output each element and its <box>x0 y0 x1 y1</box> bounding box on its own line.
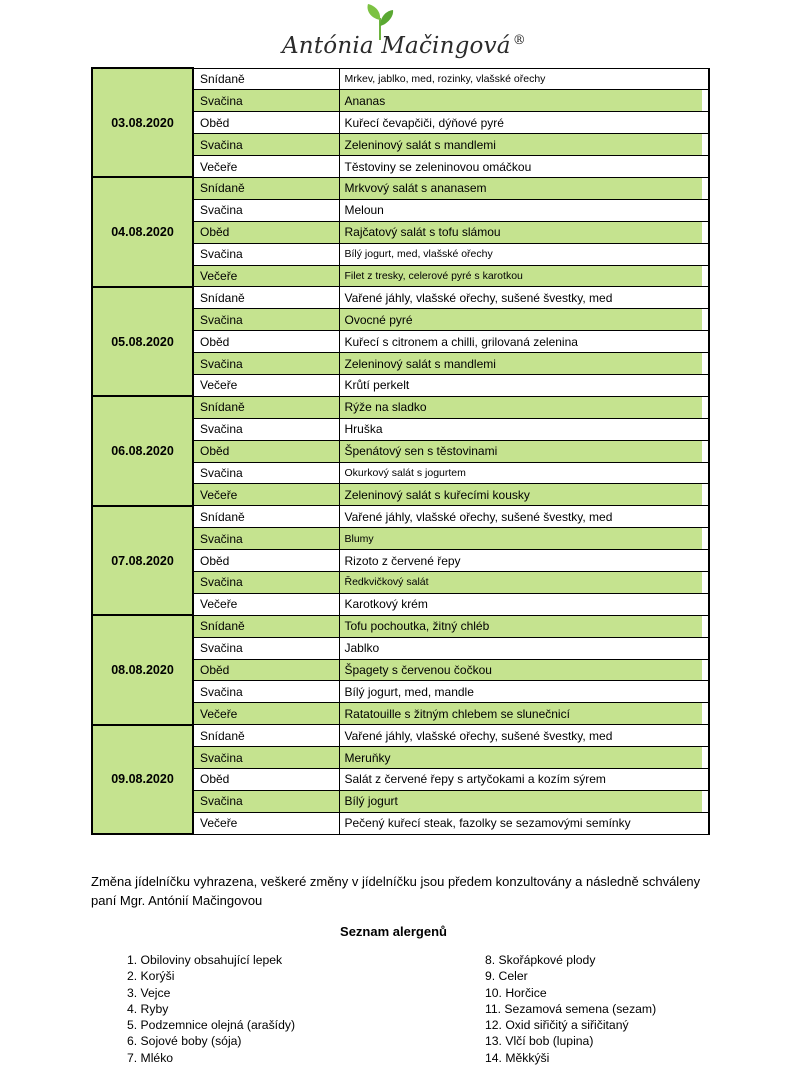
meal-food: Ananas <box>339 90 709 112</box>
table-row <box>92 615 709 637</box>
header <box>0 0 787 68</box>
meal-name: Oběd <box>193 659 339 681</box>
allergen-item: 8. Skořápkové plody <box>485 953 596 967</box>
meal-name: Svačina <box>193 134 339 156</box>
meal-name: Svačina <box>193 681 339 703</box>
meal-food: Špagety s červenou čočkou <box>339 659 709 681</box>
meal-name: Svačina <box>193 637 339 659</box>
meal-food: Mrkvový salát s ananasem <box>339 177 709 199</box>
meal-food: Okurkový salát s jogurtem <box>339 462 709 484</box>
day-date: 04.08.2020 <box>92 177 193 286</box>
allergen-list-right <box>485 952 656 1066</box>
allergen-item: 1. Obiloviny obsahující lepek <box>127 953 283 967</box>
meal-name: Svačina <box>193 90 339 112</box>
meal-food: Těstoviny se zeleninovou omáčkou <box>339 156 709 178</box>
allergen-item: 10. Horčice <box>485 985 547 1000</box>
meal-food: Bílý jogurt, med, vlašské ořechy <box>339 243 709 265</box>
day-date: 03.08.2020 <box>92 68 193 177</box>
meal-name: Večeře <box>193 374 339 396</box>
meal-name: Svačina <box>193 243 339 265</box>
table-row <box>92 287 709 309</box>
meal-food: Karotkový krém <box>339 593 709 615</box>
allergen-item: 14. Měkkýši <box>485 1050 550 1065</box>
meal-food: Kuřecí čevapčiči, dýňové pyré <box>339 112 709 134</box>
meal-name: Svačina <box>193 353 339 375</box>
meal-food: Zeleninový salát s mandlemi <box>339 134 709 156</box>
meal-food: Tofu pochoutka, žitný chléb <box>339 615 709 637</box>
day-date: 09.08.2020 <box>92 725 193 834</box>
meal-food: Ratatouille s žitným chlebem se slunečnicí <box>339 703 709 725</box>
meal-food: Vařené jáhly, vlašské ořechy, sušené švestky, med <box>339 506 709 528</box>
allergen-item: 13. Vlčí bob (lupina) <box>485 1034 594 1049</box>
meal-name: Snídaně <box>193 615 339 637</box>
meal-name: Svačina <box>193 418 339 440</box>
day-date: 05.08.2020 <box>92 287 193 396</box>
meal-food: Jablko <box>339 637 709 659</box>
meal-food: Salát z červené řepy s artyčokami a kozím sýrem <box>339 769 709 791</box>
meal-food: Bílý jogurt <box>339 790 709 812</box>
meal-name: Svačina <box>193 790 339 812</box>
meal-name: Svačina <box>193 309 339 331</box>
meal-food: Blumy <box>339 528 709 550</box>
meal-name: Snídaně <box>193 287 339 309</box>
meal-name: Svačina <box>193 462 339 484</box>
meal-name: Snídaně <box>193 725 339 747</box>
allergen-item: 9. Celer <box>485 969 528 984</box>
meal-name: Svačina <box>193 571 339 593</box>
meal-food: Špenátový sen s těstovinami <box>339 440 709 462</box>
allergen-item: 4. Ryby <box>127 1001 169 1016</box>
meal-name: Oběd <box>193 550 339 572</box>
table-row <box>92 396 709 418</box>
meal-food: Krůtí perkelt <box>339 374 709 396</box>
meal-food: Meruňky <box>339 747 709 769</box>
meal-food: Zeleninový salát s mandlemi <box>339 353 709 375</box>
meal-food: Kuřecí s citronem a chilli, grilovaná zelenina <box>339 331 709 353</box>
meal-name: Snídaně <box>193 177 339 199</box>
allergen-item: 7. Mléko <box>127 1050 174 1065</box>
meal-name: Svačina <box>193 199 339 221</box>
table-row <box>92 68 709 90</box>
meal-name: Večeře <box>193 812 339 834</box>
meal-name: Oběd <box>193 331 339 353</box>
meal-name: Snídaně <box>193 506 339 528</box>
meal-food: Rýže na sladko <box>339 396 709 418</box>
meal-food: Vařené jáhly, vlašské ořechy, sušené švestky, med <box>339 287 709 309</box>
meal-food: Mrkev, jablko, med, rozinky, vlašské ořechy <box>339 68 709 90</box>
meal-name: Večeře <box>193 156 339 178</box>
meal-name: Večeře <box>193 265 339 287</box>
allergen-item: 12. Oxid siřičitý a siřičitaný <box>485 1018 629 1033</box>
meal-name: Svačina <box>193 747 339 769</box>
meal-name: Oběd <box>193 221 339 243</box>
allergen-item: 2. Korýši <box>127 969 175 984</box>
meal-plan-table <box>91 67 710 835</box>
allergen-item: 5. Podzemnice olejná (arašídy) <box>127 1018 296 1033</box>
meal-food: Ovocné pyré <box>339 309 709 331</box>
meal-food: Filet z tresky, celerové pyré s karotkou <box>339 265 709 287</box>
meal-food: Zeleninový salát s kuřecími kousky <box>339 484 709 506</box>
meal-food: Rizoto z červené řepy <box>339 550 709 572</box>
allergen-item: 3. Vejce <box>127 985 171 1000</box>
menu-change-note: Změna jídelníčku vyhrazena, veškeré změny v jídelníčku jsou předem konzultovány a následně schváleny paní Mgr. Antónií Mačingovou <box>91 874 701 908</box>
meal-food: Bílý jogurt, med, mandle <box>339 681 709 703</box>
meal-name: Snídaně <box>193 68 339 90</box>
allergen-item: 11. Sezamová semena (sezam) <box>485 1001 657 1016</box>
meal-food: Pečený kuřecí steak, fazolky se sezamovými semínky <box>339 812 709 834</box>
meal-name: Snídaně <box>193 396 339 418</box>
meal-food: Hruška <box>339 418 709 440</box>
meal-name: Večeře <box>193 593 339 615</box>
allergen-item: 6. Sojové boby (sója) <box>127 1034 242 1049</box>
table-row <box>92 506 709 528</box>
meal-food: Meloun <box>339 199 709 221</box>
meal-food: Ředkvičkový salát <box>339 571 709 593</box>
meal-name: Svačina <box>193 528 339 550</box>
day-date: 07.08.2020 <box>92 506 193 615</box>
meal-name: Oběd <box>193 440 339 462</box>
meal-food: Rajčatový salát s tofu slámou <box>339 221 709 243</box>
meal-name: Večeře <box>193 484 339 506</box>
brand-logo: Antónia Mačingová ® <box>282 33 526 59</box>
day-date: 06.08.2020 <box>92 396 193 505</box>
meal-name: Oběd <box>193 769 339 791</box>
meal-food: Vařené jáhly, vlašské ořechy, sušené švestky, med <box>339 725 709 747</box>
day-date: 08.08.2020 <box>92 615 193 724</box>
table-row <box>92 177 709 199</box>
allergen-list-left <box>127 952 295 1066</box>
meal-name: Večeře <box>193 703 339 725</box>
allergen-list-title: Seznam alergenů <box>340 924 447 939</box>
table-row <box>92 725 709 747</box>
meal-name: Oběd <box>193 112 339 134</box>
